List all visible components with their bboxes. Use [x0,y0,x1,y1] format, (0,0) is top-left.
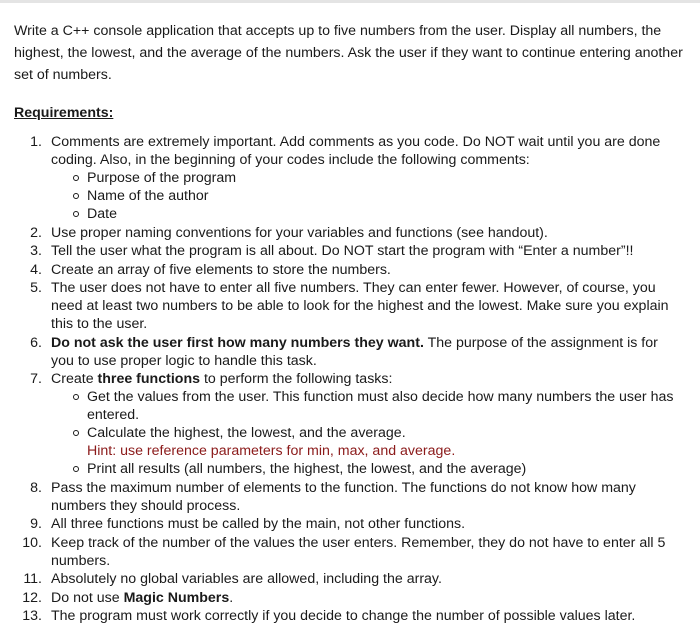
item-text: . [229,589,234,606]
item-text: All three functions must be called by the main, not other functions. [51,516,466,532]
item-number: 11. [23,571,42,587]
item-text: Do not use [51,589,124,606]
item-number: 13. [22,608,42,624]
list-item [14,589,684,607]
list-item [14,279,684,333]
sub-item: Name of the author [51,187,684,205]
list-item [14,224,684,242]
item-number: 6. [30,334,42,351]
sub-item-text: Calculate the highest, the lowest, and the average. [87,425,406,441]
assignment-document [14,20,684,626]
item-number: 4. [30,261,42,278]
list-item [14,607,684,625]
sub-list [51,388,684,478]
sub-item: Date [51,205,684,223]
sub-item: Purpose of the program [51,169,684,187]
sub-list [51,169,684,223]
bold-text: Do not ask the user first how many numbers they want. [51,334,424,351]
item-number: 7. [30,371,42,387]
item-text: Create an array of five elements to store the numbers. [51,261,391,278]
sub-item: Print all results (all numbers, the highest, the lowest, and the average) [51,460,684,478]
requirements-list [14,133,684,625]
item-text: Keep track of the number of the values the user enters. Remember, they do not have to enter all 5 numbers. [51,534,666,569]
item-number: 8. [30,479,42,496]
item-text: Absolutely no global variables are allowed, including the array. [51,571,442,587]
item-number: 9. [30,516,42,532]
intro-paragraph: Write a C++ console application that accepts up to five numbers from the user. Display all numbers, the highest, the lowest, and the average of the numbers. Ask the user if they want to continue entering another set of numbers. [14,23,683,83]
list-item [14,479,684,515]
list-item [14,334,684,370]
item-text: The user does not have to enter all five numbers. They can enter fewer. However, of course, you need at least two numbers to be able to look for the highest and the lowest. Make sure you explain this to the user. [51,280,669,332]
list-item [14,570,684,588]
item-number: 10. [22,534,42,551]
item-number: 5. [30,280,42,296]
list-item [14,261,684,279]
item-text: The purpose of the assignment is for you to use proper logic to handle this task. [51,334,658,369]
item-text: Pass the maximum number of elements to the function. The functions do not know how many numbers they should process. [51,479,636,514]
hint-text: Hint: use reference parameters for min, max, and average. [87,443,456,459]
bold-text: three functions [97,371,201,387]
sub-item: Get the values from the user. This function must also decide how many numbers the user has entered. [51,388,684,424]
item-number: 2. [30,224,42,241]
item-text: Tell the user what the program is all about. Do NOT start the program with “Enter a number”!! [51,243,634,259]
item-text: Comments are extremely important. Add comments as you code. Do NOT wait until you are done coding. Also, in the beginning of your codes include the following comments: [51,134,661,168]
item-text: to perform the following tasks: [200,371,393,387]
item-number: 12. [22,589,42,606]
sub-item [51,424,684,460]
requirements-heading: Requirements: [14,105,114,121]
item-text: Create [51,371,98,387]
list-item [14,133,684,223]
top-border [0,0,700,3]
item-number: 3. [30,243,42,259]
list-item [14,515,684,533]
bold-text: Magic Numbers [123,589,230,606]
item-text: Use proper naming conventions for your variables and functions (see handout). [51,224,548,241]
list-item [14,534,684,570]
list-item [14,242,684,260]
item-number: 1. [30,134,42,150]
item-text: The program must work correctly if you decide to change the number of possible values later. [51,608,636,624]
list-item [14,370,684,478]
